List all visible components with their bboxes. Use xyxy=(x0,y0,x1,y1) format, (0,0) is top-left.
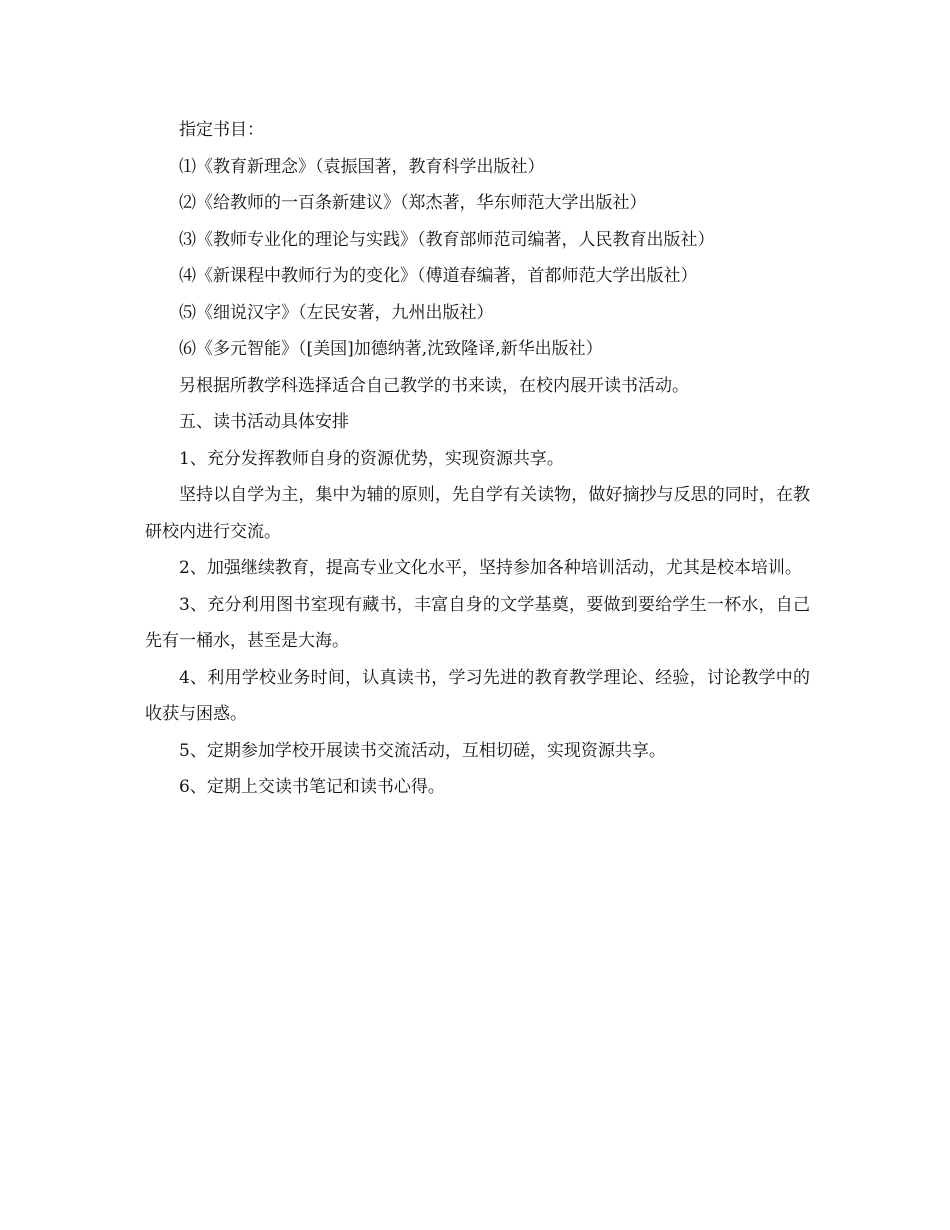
document-body xyxy=(145,112,810,806)
paragraph-book-5: ⑸《细说汉字》（左民安著，九州出版社） xyxy=(179,302,494,323)
paragraph-designated-books-heading: 指定书目： xyxy=(179,120,264,140)
section-heading-reading-arrangement: 五、读书活动具体安排 xyxy=(179,412,349,432)
paragraph-item-3: 3、充分利用图书室现有藏书，丰富自身的文学基奠，要做到要给学生一杯水，自己先有一桶水，甚至是大海。 xyxy=(145,594,810,651)
paragraph-item-4: 4、利用学校业务时间，认真读书，学习先进的教育教学理论、经验，讨论教学中的收获与困惑。 xyxy=(145,667,810,724)
paragraph-book-4: ⑷《新课程中教师行为的变化》（傅道春编著，首都师范大学出版社） xyxy=(179,266,698,286)
paragraph-book-2: ⑵《给教师的一百条新建议》（郑杰著，华东师范大学出版社） xyxy=(179,193,647,213)
paragraph-item-5: 5、定期参加学校开展读书交流活动，互相切磋，实现资源共享。 xyxy=(179,740,666,761)
paragraph-item-1: 1、充分发挥教师自身的资源优势，实现资源共享。 xyxy=(179,448,564,469)
paragraph-item-2: 2、加强继续教育，提高专业文化水平，坚持参加各种培训活动，尤其是校本培训。 xyxy=(179,558,802,578)
paragraph-book-3: ⑶《教师专业化的理论与实践》（教育部师范司编著，人民教育出版社） xyxy=(179,229,715,250)
paragraph-other-books: 另根据所教学科选择适合自己教学的书来读，在校内展开读书活动。 xyxy=(179,375,689,396)
paragraph-self-study: 坚持以自学为主，集中为辅的原则，先自学有关读物，做好摘抄与反思的同时，在教研校内进行交流。 xyxy=(145,485,810,542)
paragraph-book-6: ⑹《多元智能》（[美国]加德纳著,沈致隆译,新华出版社） xyxy=(179,339,603,359)
paragraph-book-1: ⑴《教育新理念》（袁振国著，教育科学出版社） xyxy=(179,156,545,177)
paragraph-item-6: 6、定期上交读书笔记和读书心得。 xyxy=(179,777,445,797)
